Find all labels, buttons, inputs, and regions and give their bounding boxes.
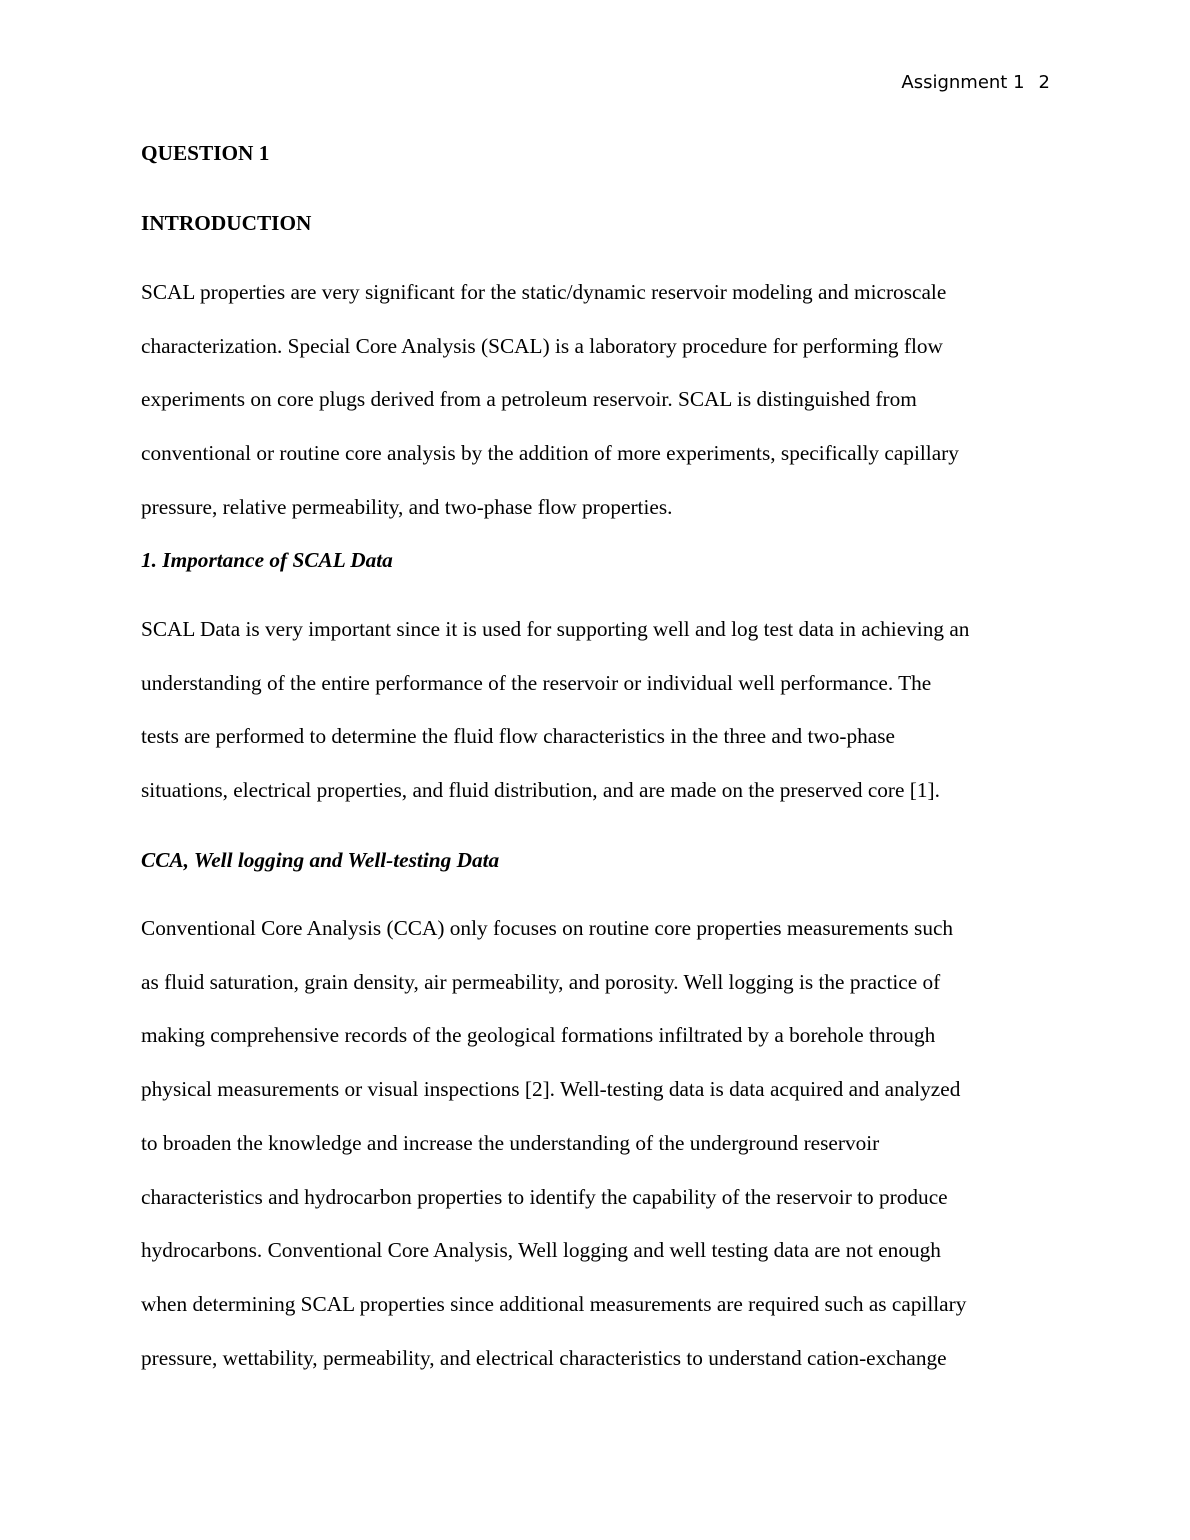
paragraph-line: characterization. Special Core Analysis (SCAL) is a laboratory procedure for performing flow <box>141 333 943 358</box>
paragraph-line: tests are performed to determine the fluid flow characteristics in the three and two-phase <box>141 724 895 749</box>
question-heading: QUESTION 1 <box>141 141 270 165</box>
paragraph-line: SCAL Data is very important since it is used for supporting well and log test data in achieving an <box>141 617 970 641</box>
paragraph-line: pressure, wettability, permeability, and electrical characteristics to understand cation-exchange <box>141 1345 947 1370</box>
cca-paragraph <box>141 902 1053 1385</box>
importance-paragraph <box>141 603 1053 818</box>
paragraph-line: Conventional Core Analysis (CCA) only focuses on routine core properties measurements such <box>141 916 954 940</box>
paragraph-line: understanding of the entire performance of the reservoir or individual well performance. The <box>141 670 932 695</box>
paragraph-line: SCAL properties are very significant for the static/dynamic reservoir modeling and microscale <box>141 280 947 304</box>
running-title: Assignment 1 <box>901 72 1025 93</box>
page-number: 2 <box>1038 72 1050 93</box>
paragraph-line: making comprehensive records of the geological formations infiltrated by a borehole through <box>141 1023 936 1048</box>
paragraph-line: as fluid saturation, grain density, air permeability, and porosity. Well logging is the practice of <box>141 969 941 994</box>
paragraph-line: when determining SCAL properties since additional measurements are required such as capillary <box>141 1291 967 1316</box>
paragraph-line: pressure, relative permeability, and two-phase flow properties. <box>141 494 673 519</box>
section-heading-importance: 1. Importance of SCAL Data <box>141 548 393 572</box>
paragraph-line: physical measurements or visual inspections [2]. Well-testing data is data acquired and analyzed <box>141 1077 961 1102</box>
introduction-heading: INTRODUCTION <box>141 211 312 235</box>
paragraph-line: characteristics and hydrocarbon properties to identify the capability of the reservoir to produce <box>141 1184 948 1209</box>
paragraph-line: experiments on core plugs derived from a petroleum reservoir. SCAL is distinguished from <box>141 387 917 412</box>
paragraph-line: conventional or routine core analysis by the addition of more experiments, specifically capillary <box>141 441 959 466</box>
paragraph-line: to broaden the knowledge and increase the understanding of the underground reservoir <box>141 1130 880 1155</box>
section-heading-cca: CCA, Well logging and Well-testing Data <box>141 848 500 872</box>
paragraph-line: situations, electrical properties, and fluid distribution, and are made on the preserved core [1]. <box>141 778 940 803</box>
running-header <box>901 71 1050 95</box>
paragraph-line: hydrocarbons. Conventional Core Analysis, Well logging and well testing data are not enough <box>141 1238 941 1263</box>
introduction-paragraph <box>141 266 1053 535</box>
